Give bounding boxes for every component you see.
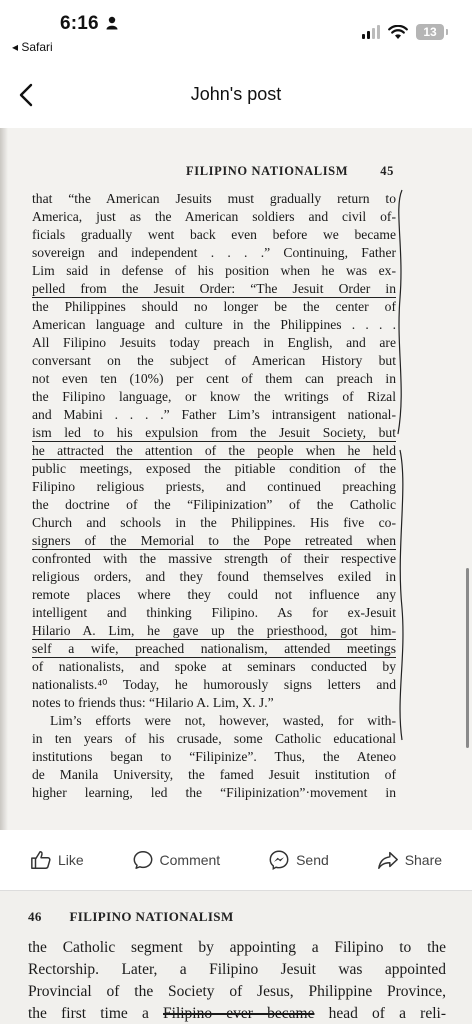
- wifi-icon: [388, 25, 408, 40]
- text-line: the Philippines should no longer be the center of: [32, 299, 396, 314]
- next-page-header-title: FILIPINO NATIONALISM: [69, 909, 234, 924]
- like-button[interactable]: [30, 849, 84, 871]
- send-button[interactable]: [268, 849, 329, 871]
- text-line: religious orders, and they found themselves exiled in: [32, 569, 396, 584]
- text-line: the Catholic segment by appointing a Filipino to the: [28, 939, 446, 956]
- text-line: notes to friends thus: “Hilario A. Lim, X. J.”: [32, 695, 274, 710]
- text-line: American language and culture in the Philippines . . . .: [32, 317, 396, 332]
- next-page-header: [28, 909, 234, 925]
- like-label: Like: [57, 852, 84, 868]
- text-fragment: head of a reli-: [314, 1005, 446, 1022]
- next-page-number: 46: [28, 909, 42, 924]
- text-line: All Filipino Jesuits today preach in English, and are: [32, 335, 396, 350]
- text-line-underlined: ism led to his expulsion from the Jesuit Society, but: [32, 425, 396, 440]
- share-button[interactable]: [377, 849, 442, 871]
- struck-text: Filipino ever became: [163, 1005, 315, 1022]
- text-line: public meetings, exposed the pitiable condition of the: [32, 461, 396, 476]
- text-line: de Manila University, the famed Jesuit institution of: [32, 767, 396, 782]
- text-line: and Mabini . . . .” Father Lim’s intransigent national-: [32, 407, 396, 422]
- page-header: [186, 164, 446, 179]
- text-line: intelligent and thinking Filipino. As for ex-Jesuit: [32, 605, 396, 620]
- next-page-body-text: [28, 937, 446, 1024]
- comment-button[interactable]: [132, 849, 221, 871]
- text-line: ficials gradually went back even before we became: [32, 227, 396, 242]
- text-line: Lim’s efforts were not, however, wasted, for with-: [50, 713, 396, 728]
- text-line-underlined: Hilario A. Lim, he gave up the priesthood, got him-: [32, 623, 396, 638]
- post-image[interactable]: [0, 128, 472, 830]
- comment-label: Comment: [159, 852, 221, 868]
- page-number: 45: [380, 164, 394, 178]
- text-fragment: the first time a: [28, 1005, 164, 1022]
- page-body-text: [32, 190, 396, 802]
- text-line: America, just as the American soldiers and civil of-: [32, 209, 396, 224]
- text-line: the Filipino language, or know the writings of Rizal: [32, 389, 396, 404]
- post-action-bar: [0, 830, 472, 890]
- thumbs-up-icon: [30, 849, 52, 871]
- text-line: Rectorship. Later, a Filipino Jesuit was appointed: [28, 961, 446, 978]
- next-post-image[interactable]: [0, 890, 472, 1024]
- text-line: Lim said in defense of his position when he was ex-: [32, 263, 396, 278]
- comment-bubble-icon: [132, 849, 154, 871]
- text-line: sovereign and independent . . . .” Continuing, Father: [32, 245, 396, 260]
- person-icon: [106, 16, 118, 30]
- share-label: Share: [404, 852, 443, 868]
- back-to-safari-link[interactable]: ◂ Safari: [12, 40, 53, 54]
- text-line: conversant on the subject of American History but: [32, 353, 396, 368]
- text-line: nationalists.⁴⁰ Today, he humorously signs letters and: [32, 677, 396, 692]
- status-indicators: [362, 24, 444, 40]
- status-bar: [0, 0, 472, 60]
- messenger-icon: [268, 849, 290, 871]
- send-label: Send: [296, 852, 329, 868]
- text-line: remote places where they could not influence any: [32, 587, 396, 602]
- text-line: Church and schools in the Philippines. His five co-: [32, 515, 396, 530]
- text-line: institutions began to “Filipinize”. Thus, the Ateneo: [32, 749, 396, 764]
- nav-bar: [0, 60, 472, 130]
- text-line: in ten years of his crusade, some Catholic educational: [32, 731, 396, 746]
- text-line: of nationalists, and spoke at seminars conducted by: [32, 659, 396, 674]
- text-line-underlined: he attracted the attention of the people when he held: [32, 443, 396, 458]
- battery-indicator: 13: [416, 24, 444, 40]
- text-line-underlined: signers of the Memorial to the Pope retreated when: [32, 533, 396, 548]
- text-line: the doctrine of the “Filipinization” of the Catholic: [32, 497, 396, 512]
- text-line-underlined: self a wife, preached nationalism, attended meetings: [32, 641, 396, 656]
- share-arrow-icon: [377, 849, 399, 871]
- text-line: higher learning, led the “Filipinization”·movement in: [32, 785, 396, 800]
- scrollbar[interactable]: [466, 568, 469, 748]
- scan-edge-shadow: [0, 128, 8, 830]
- text-line: confronted with the massive strength of their respective: [32, 551, 396, 566]
- cellular-signal-icon: [362, 25, 380, 39]
- status-time: 6:16: [60, 13, 99, 34]
- page-title: John's post: [190, 84, 282, 104]
- page-header-title: FILIPINO NATIONALISM: [186, 164, 349, 178]
- text-line: not even ten (10%) per cent of them can preach in: [32, 371, 396, 386]
- text-line: that “the American Jesuits must gradually return to: [32, 191, 396, 206]
- text-line: Filipino religious priests, and continued preaching: [32, 479, 396, 494]
- text-line-with-strikethrough: [28, 1003, 446, 1024]
- margin-bracket-marks: [388, 188, 418, 748]
- text-line: Provincial of the Society of Jesus, Philippine Province,: [28, 983, 446, 1000]
- text-line-underlined: pelled from the Jesuit Order: “The Jesuit Order in: [32, 281, 396, 296]
